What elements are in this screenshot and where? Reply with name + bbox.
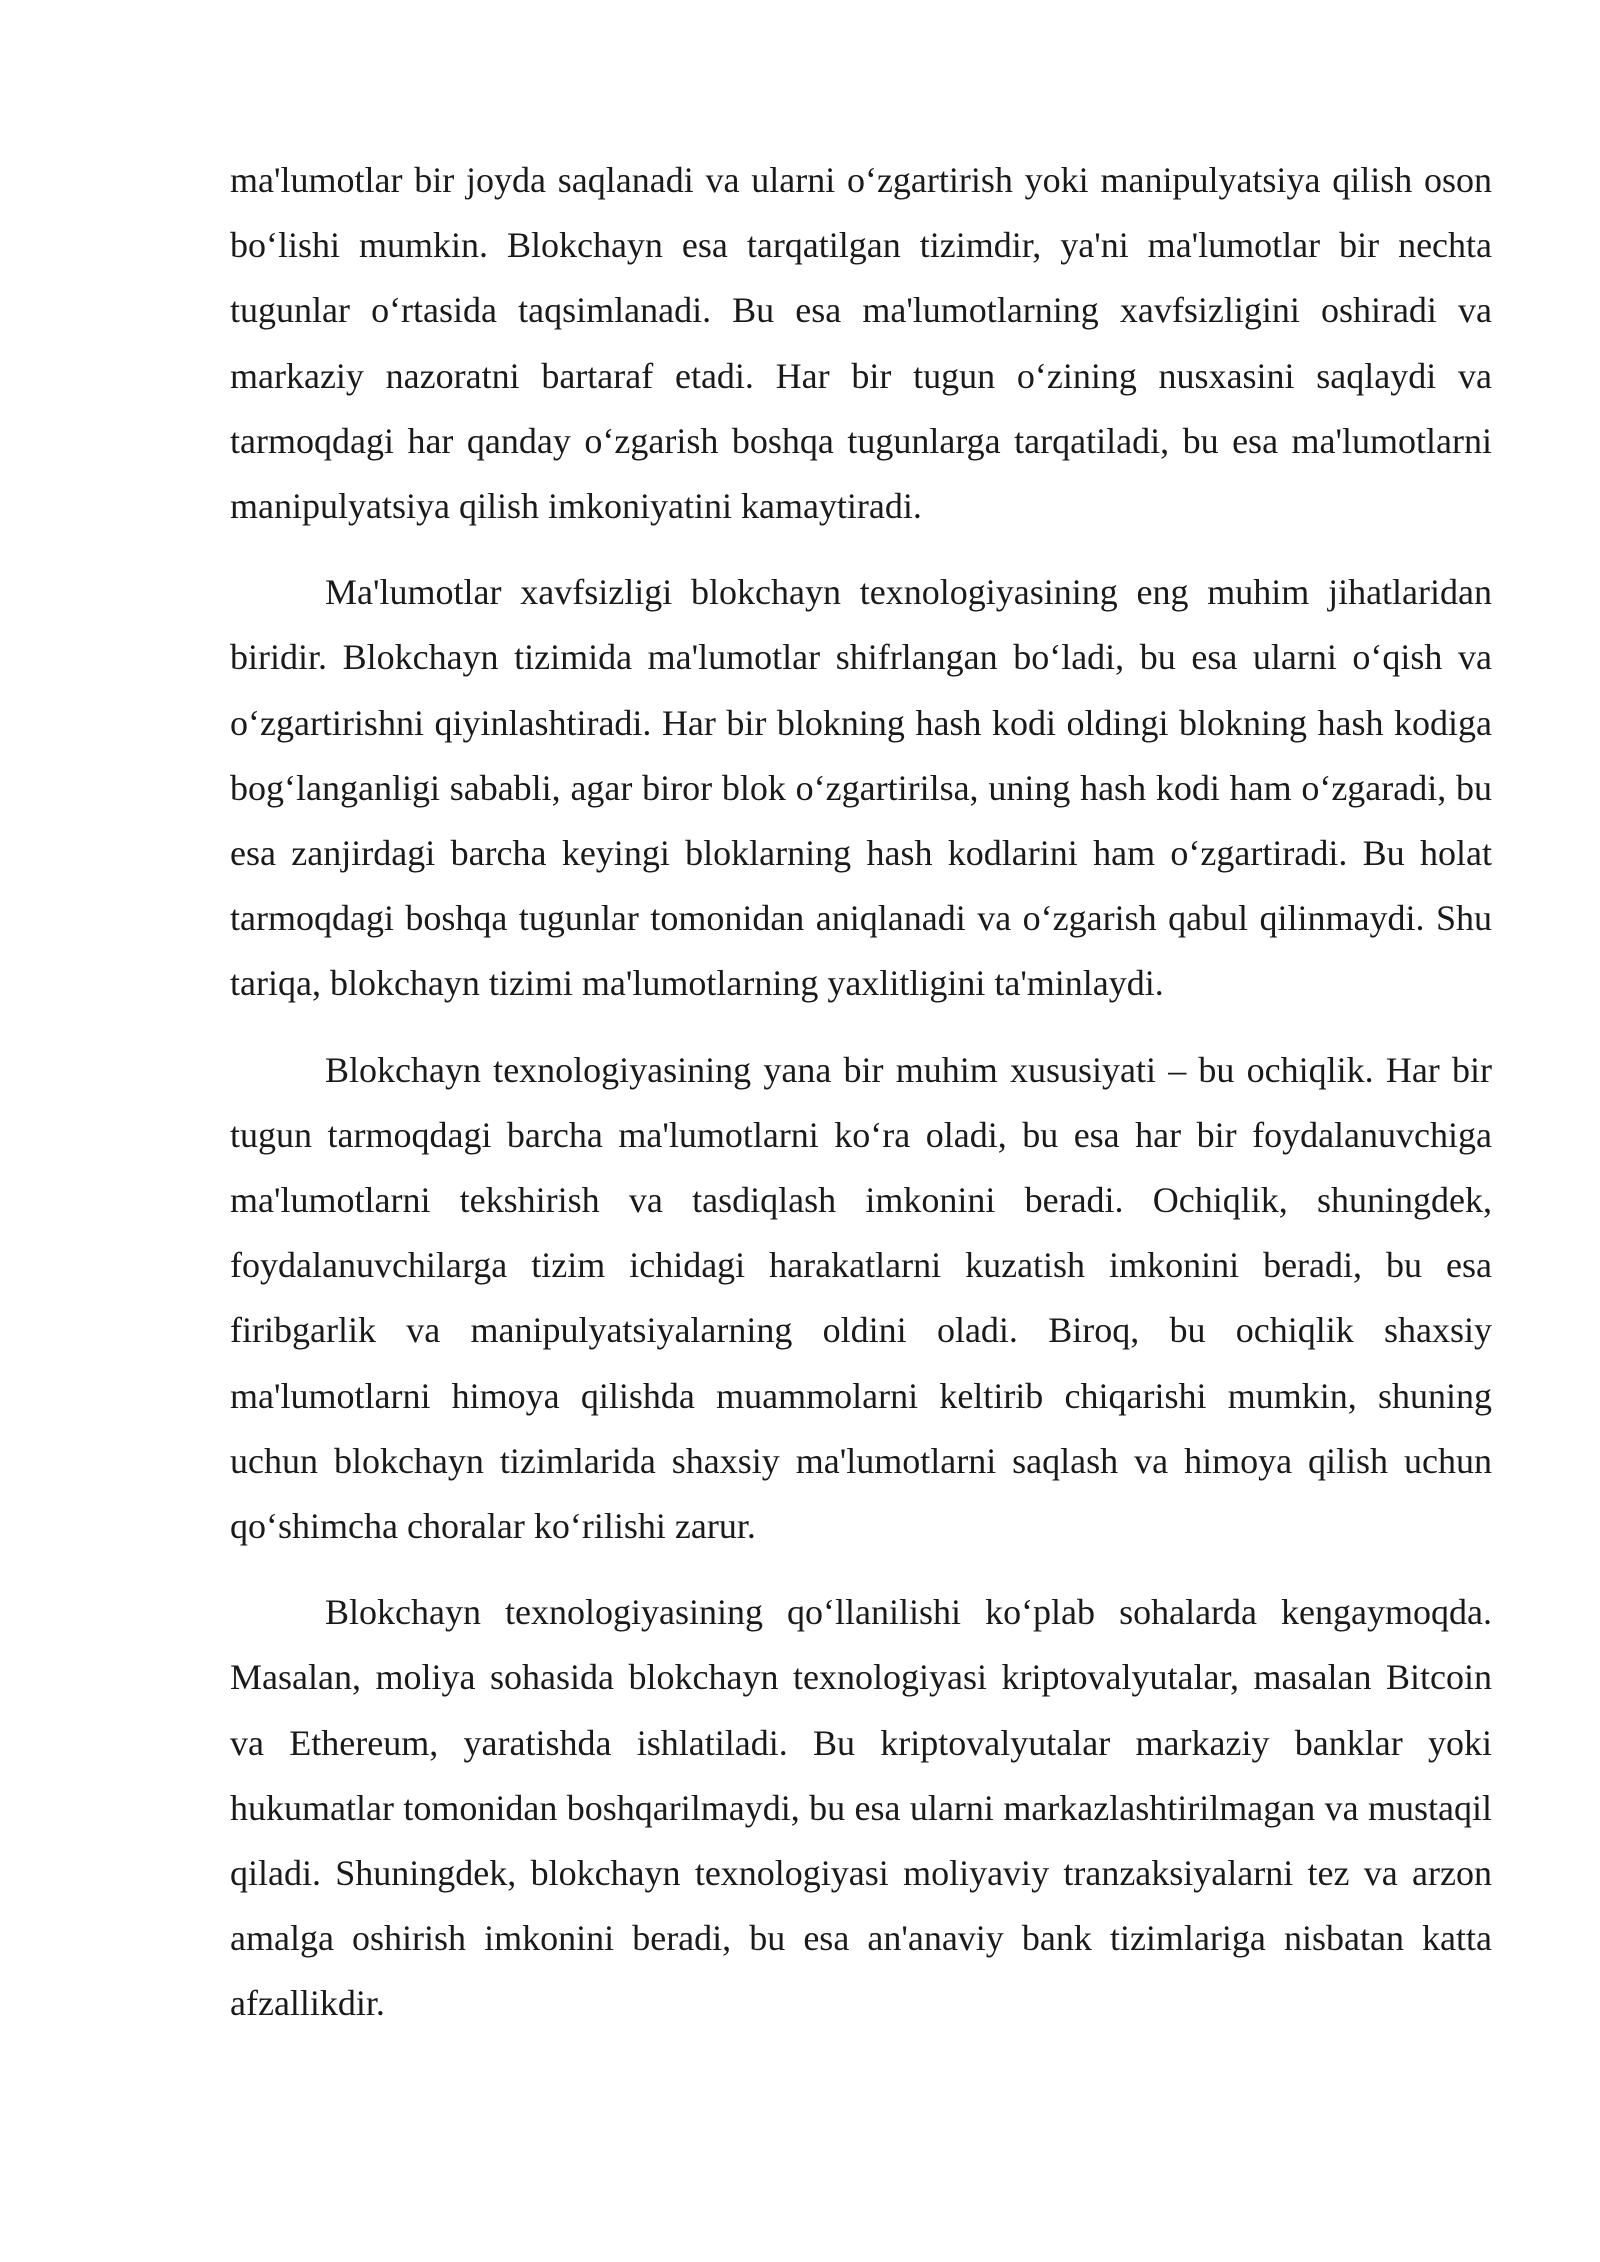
paragraph-2: Ma'lumotlar xavfsizligi blokchayn texnologiyasining eng muhim jihatlaridan biridir. Blokchayn tizimida ma'lumotlar shifrlangan bo‘ladi, bu esa ularni o‘qish va o‘zgartirishni qiyinlashtiradi. Har bir blokning hash kodi oldingi blokning hash kodiga bog‘langanligi sababli, agar biror blok o‘zgartirilsa, uning hash kodi ham o‘zgaradi, bu esa zanjirdagi barcha keyingi bloklarning hash kodlarini ham o‘zgartiradi. Bu holat tarmoqdagi boshqa tugunlar tomonidan aniqlanadi va o‘zgarish qabul qilinmaydi. Shu tariqa, blokchayn tizimi ma'lumotlarning yaxlitligini ta'minlaydi. — [230, 572, 1492, 1004]
paragraph-3: Blokchayn texnologiyasining yana bir muhim xususiyati – bu ochiqlik. Har bir tugun tarmoqdagi barcha ma'lumotlarni ko‘ra oladi, bu esa har bir foydalanuvchiga ma'lumotlarni tekshirish va tasdiqlash imkonini beradi. Ochiqlik, shuningdek, foydalanuvchilarga tizim ichidagi harakatlarni kuzatish imkonini beradi, bu esa firibgarlik va manipulyatsiyalarning oldini oladi. Biroq, bu ochiqlik shaxsiy ma'lumotlarni himoya qilishda muammolarni keltirib chiqarishi mumkin, shuning uchun blokchayn tizimlarida shaxsiy ma'lumotlarni saqlash va himoya qilish uchun qo‘shimcha choralar ko‘rilishi zarur. — [230, 1049, 1492, 1547]
document-body — [230, 148, 1492, 2058]
paragraph-1: ma'lumotlar bir joyda saqlanadi va ularni o‘zgartirish yoki manipulyatsiya qilish oson bo‘lishi mumkin. Blokchayn esa tarqatilgan tizimdir, ya'ni ma'lumotlar bir nechta tugunlar o‘rtasida taqsimlanadi. Bu esa ma'lumotlarning xavfsizligini oshiradi va markaziy nazoratni bartaraf etadi. Har bir tugun o‘zining nusxasini saqlaydi va tarmoqdagi har qanday o‘zgarish boshqa tugunlarga tarqatiladi, bu esa ma'lumotlarni manipulyatsiya qilish imkoniyatini kamaytiradi. — [230, 160, 1492, 527]
paragraph-4: Blokchayn texnologiyasining qo‘llanilishi ko‘plab sohalarda kengaymoqda. Masalan, moliya sohasida blokchayn texnologiyasi kriptovalyutalar, masalan Bitcoin va Ethereum, yaratishda ishlatiladi. Bu kriptovalyutalar markaziy banklar yoki hukumatlar tomonidan boshqarilmaydi, bu esa ularni markazlashtirilmagan va mustaqil qiladi. Shuningdek, blokchayn texnologiyasi moliyaviy tranzaksiyalarni tez va arzon amalga oshirish imkonini beradi, bu esa an'anaviy bank tizimlariga nisbatan katta afzallikdir. — [230, 1592, 1492, 2024]
